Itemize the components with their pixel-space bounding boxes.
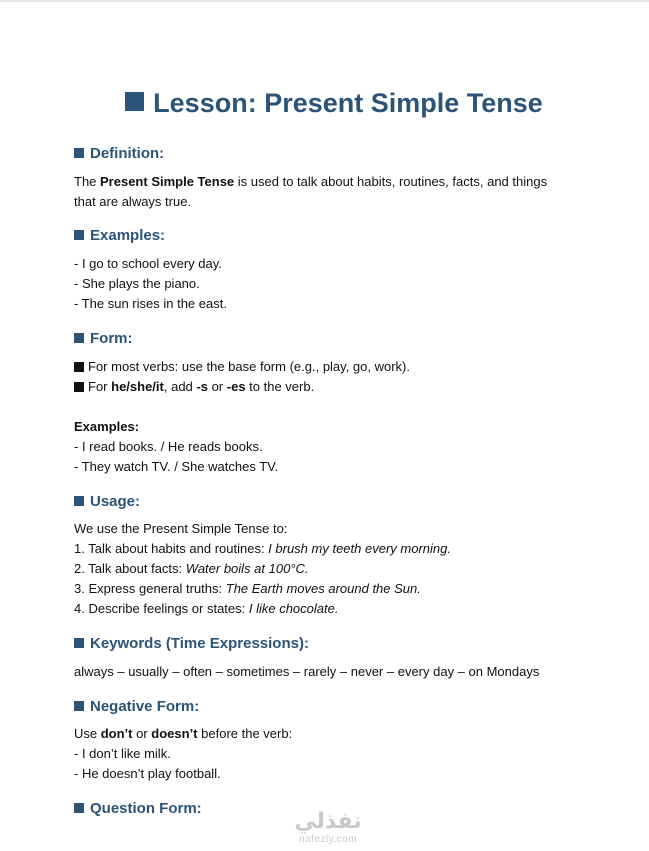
form-rule-2 [74, 379, 314, 395]
negative-item: - I don’t like milk. [74, 746, 171, 761]
definition-line-1 [74, 174, 547, 190]
dont-bold: don’t [100, 726, 133, 741]
page-title-text: Lesson: Present Simple Tense [153, 88, 543, 118]
suffix-s-bold: -s [196, 379, 208, 394]
top-border [0, 0, 649, 2]
form-rule-1 [74, 359, 410, 375]
definition-heading [74, 145, 164, 162]
form-example-item: - I read books. / He reads books. [74, 439, 263, 454]
term-bold: Present Simple Tense [100, 174, 235, 189]
black-square-icon [74, 382, 84, 392]
doesnt-bold: doesn’t [151, 726, 198, 741]
usage-example-italic: I brush my teeth every morning. [268, 541, 451, 556]
text-span: is used to talk about habits, routines, facts, and things [234, 174, 548, 189]
usage-heading [74, 493, 140, 510]
form-example-item: - They watch TV. / She watches TV. [74, 459, 279, 474]
text-span: 4. Describe feelings or states: [74, 601, 249, 616]
square-bullet-icon [74, 148, 84, 158]
question-heading-text: Question Form: [90, 800, 202, 817]
square-bullet-icon [74, 496, 84, 506]
usage-example-italic: The Earth moves around the Sun. [225, 581, 421, 596]
form-heading [74, 330, 133, 347]
suffix-es-bold: -es [226, 379, 246, 394]
usage-item [74, 561, 309, 577]
definition-heading-text: Definition: [90, 145, 165, 162]
square-bullet-icon [74, 701, 84, 711]
text-span: For [88, 379, 112, 394]
page-title [74, 88, 594, 119]
pronouns-bold: he/she/it [111, 379, 164, 394]
negative-item: - He doesn’t play football. [74, 766, 221, 781]
text-span: For most verbs: use the base form (e.g., play, go, work). [88, 359, 410, 374]
question-heading [74, 800, 202, 817]
usage-example-italic: Water boils at 100°C. [185, 561, 309, 576]
black-square-icon [74, 362, 84, 372]
usage-item [74, 601, 338, 617]
examples-heading-text: Examples: [90, 227, 166, 244]
text-span: 3. Express general truths: [74, 581, 226, 596]
negative-heading-text: Negative Form: [90, 698, 200, 715]
square-bullet-icon [74, 230, 84, 240]
usage-item [74, 541, 451, 557]
usage-heading-text: Usage: [90, 493, 141, 510]
example-item: - The sun rises in the east. [74, 296, 227, 311]
text-span: The [74, 174, 101, 189]
keywords-list: always – usually – often – sometimes – rarely – never – every day – on Mondays [74, 664, 540, 679]
usage-item [74, 581, 421, 597]
text-span: , add [163, 379, 197, 394]
text-span: or [132, 726, 152, 741]
example-item: - I go to school every day. [74, 256, 222, 271]
examples-heading [74, 227, 165, 244]
square-bullet-icon [74, 333, 84, 343]
text-span: or [207, 379, 227, 394]
usage-example-italic: I like chocolate. [248, 601, 339, 616]
usage-intro: We use the Present Simple Tense to: [74, 521, 288, 536]
text-span: 1. Talk about habits and routines: [74, 541, 269, 556]
keywords-heading-text: Keywords (Time Expressions): [90, 635, 309, 652]
form-heading-text: Form: [90, 330, 133, 347]
text-span: before the verb: [197, 726, 293, 741]
square-bullet-icon [74, 638, 84, 648]
watermark-arabic: نفذلي [294, 809, 362, 834]
form-examples-label: Examples: [74, 419, 140, 434]
text-span: to the verb. [245, 379, 315, 394]
text-span: 2. Talk about facts: [74, 561, 186, 576]
square-bullet-icon [74, 803, 84, 813]
keywords-heading [74, 635, 309, 652]
watermark-logo [283, 810, 373, 846]
watermark-latin: nafezly.com [298, 834, 358, 845]
text-span: Use [74, 726, 101, 741]
example-item: - She plays the piano. [74, 276, 200, 291]
square-bullet-icon [125, 92, 144, 111]
definition-line-2: that are always true. [74, 194, 192, 209]
negative-intro [74, 726, 292, 742]
negative-heading [74, 698, 199, 715]
